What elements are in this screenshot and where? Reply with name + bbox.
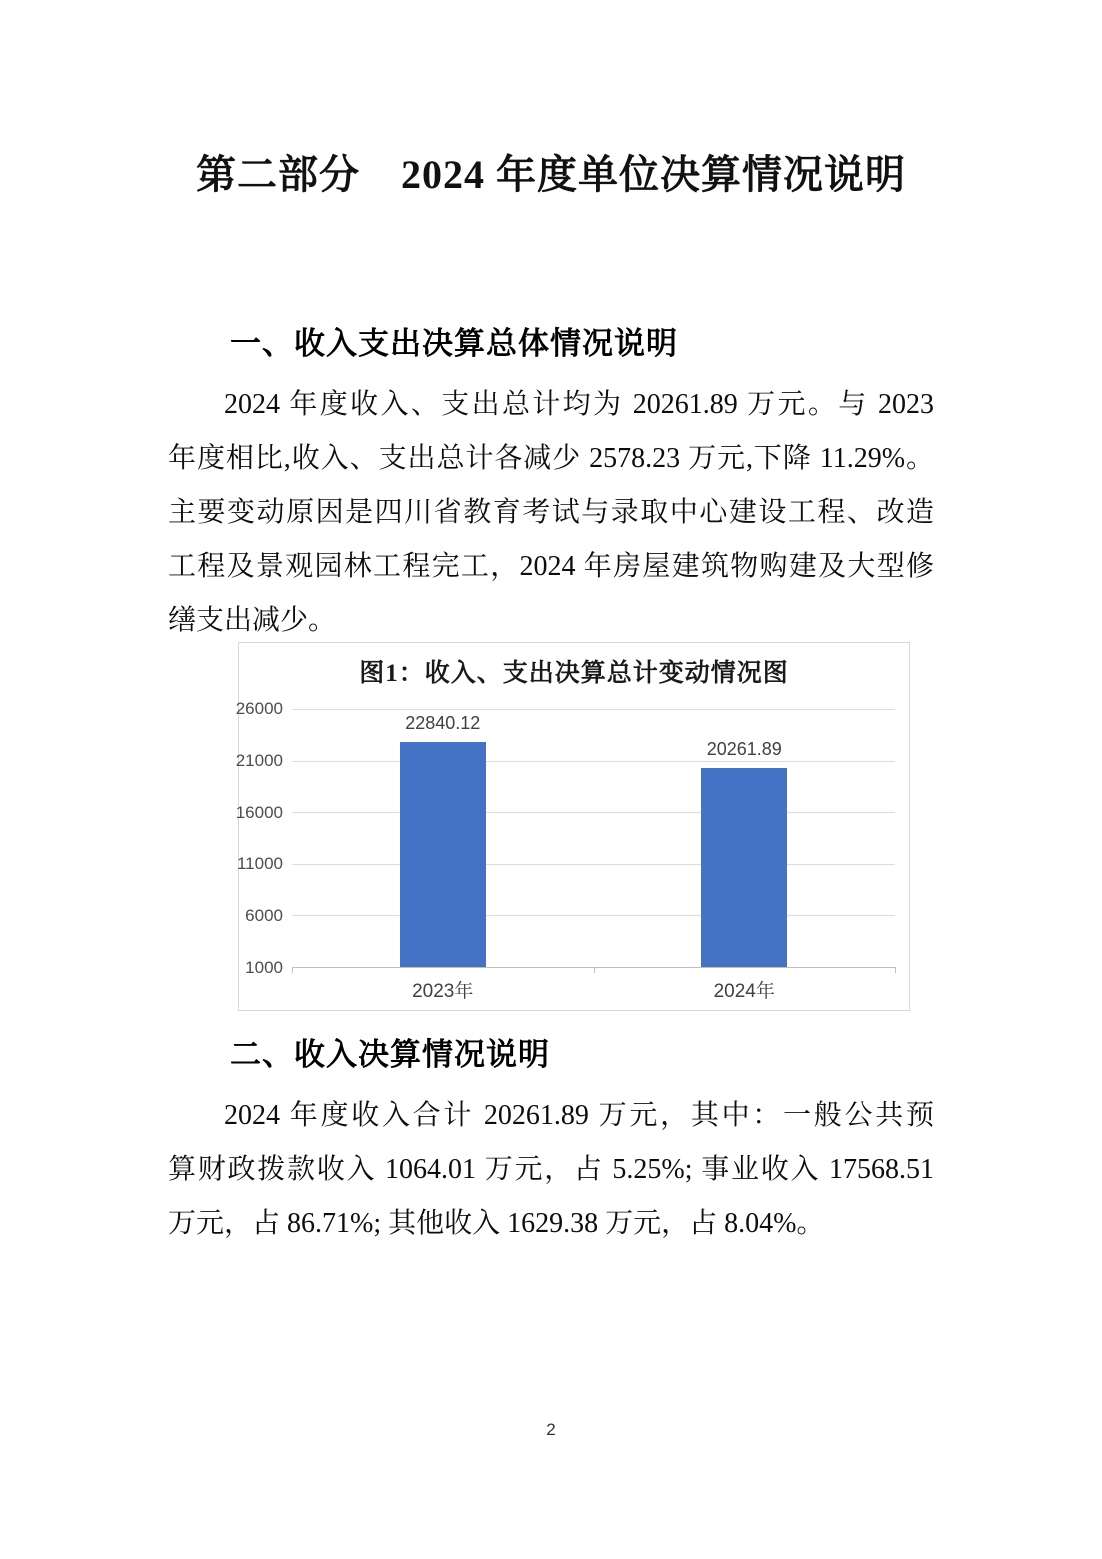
chart-bar-0 bbox=[400, 742, 486, 967]
gridline bbox=[292, 915, 895, 916]
page-number: 2 bbox=[546, 1420, 556, 1439]
section-2-heading: 二、收入决算情况说明 bbox=[230, 1037, 550, 1072]
y-axis-labels bbox=[235, 699, 292, 977]
figure-1-chart bbox=[235, 642, 910, 1011]
chart-title: 图1：收入、支出决算总计变动情况图 bbox=[359, 660, 789, 687]
paragraph-line: 2024 年度收入、支出总计均为 20261.89 万元。与 2023 bbox=[224, 389, 934, 420]
document-title: 第二部分 2024 年度单位决算情况说明 bbox=[196, 152, 906, 197]
chart-bar-1 bbox=[701, 768, 787, 967]
x-axis-labels bbox=[292, 968, 895, 1002]
section-2-paragraph bbox=[168, 1089, 934, 1251]
y-axis-tick-label: 26000 bbox=[235, 699, 283, 718]
y-axis-tick-label: 16000 bbox=[235, 802, 283, 822]
x-axis-label: 2024年 bbox=[713, 981, 775, 1002]
x-axis-label: 2023年 bbox=[412, 981, 474, 1002]
paragraph-line: 工程及景观园林工程完工，2024 年房屋建筑物购建及大型修 bbox=[168, 551, 934, 582]
section-1-heading: 一、收入支出决算总体情况说明 bbox=[230, 326, 678, 361]
y-axis-tick-label: 1000 bbox=[245, 958, 283, 977]
chart-plot-row bbox=[235, 699, 909, 977]
gridline bbox=[292, 864, 895, 865]
bar-value-label: 20261.89 bbox=[706, 739, 782, 760]
plot-area bbox=[292, 709, 895, 968]
gridline bbox=[292, 709, 895, 710]
paragraph-line: 缮支出减少。 bbox=[168, 605, 337, 636]
section-1-paragraph bbox=[168, 378, 934, 648]
paragraph-line: 万元，占 86.71%; 其他收入 1629.38 万元，占 8.04%。 bbox=[168, 1208, 825, 1239]
y-axis-tick-label: 21000 bbox=[235, 750, 283, 770]
paragraph-line: 算财政拨款收入 1064.01 万元，占 5.25%; 事业收入 17568.51 bbox=[168, 1154, 934, 1185]
gridline bbox=[292, 761, 895, 762]
y-axis-tick-label: 6000 bbox=[245, 906, 283, 926]
document-content bbox=[168, 326, 934, 1251]
bar-value-label: 22840.12 bbox=[405, 712, 481, 733]
gridline bbox=[292, 812, 895, 813]
paragraph-line: 主要变动原因是四川省教育考试与录取中心建设工程、改造 bbox=[168, 497, 934, 528]
x-axis-tick-mark bbox=[895, 967, 896, 973]
paragraph-line: 年度相比,收入、支出总计各减少 2578.23 万元,下降 11.29%。 bbox=[168, 443, 934, 474]
y-axis-tick-label: 11000 bbox=[236, 854, 283, 874]
paragraph-line: 2024 年度收入合计 20261.89 万元，其中：一般公共预 bbox=[224, 1100, 934, 1131]
